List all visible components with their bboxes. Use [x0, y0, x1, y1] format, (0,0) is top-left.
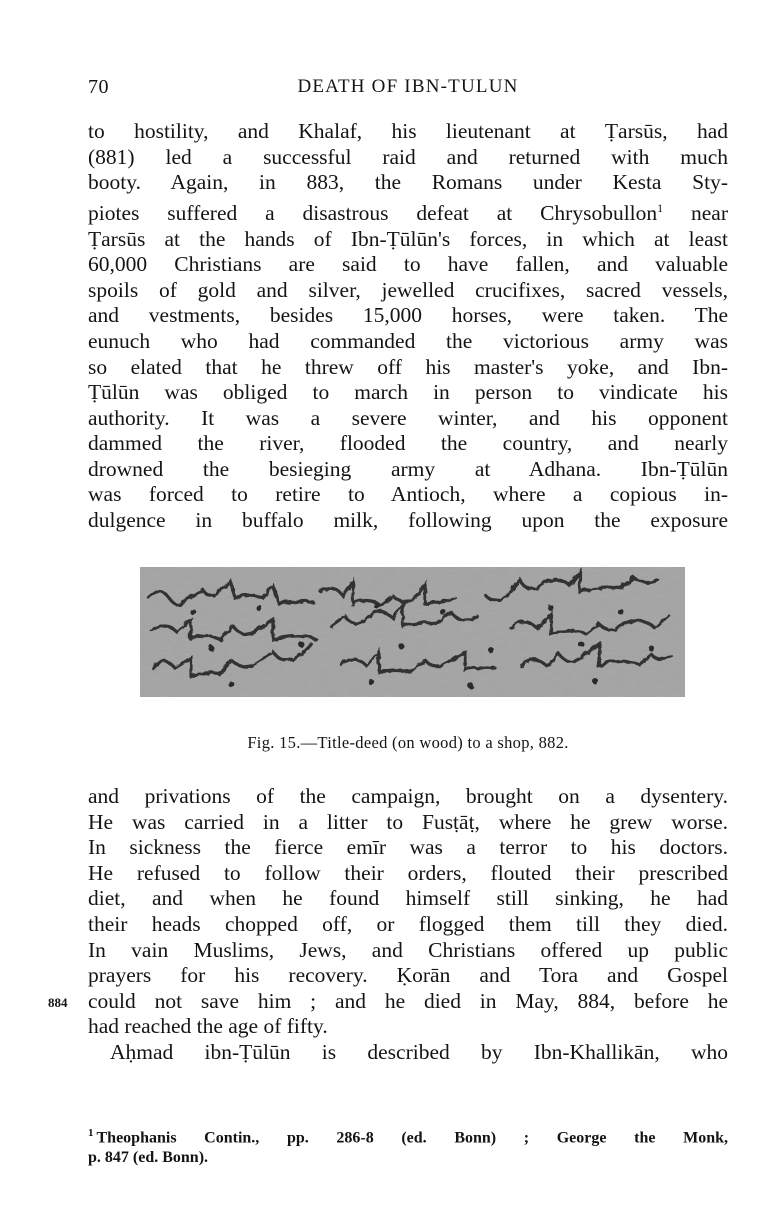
page-number: 70	[88, 76, 109, 98]
footnote-mark: 1	[88, 1127, 94, 1139]
figure-caption: Fig. 15.—Title-deed (on wood) to a shop, 882.	[247, 733, 569, 752]
text-line: He was carried in a litter to Fusṭāṭ, where he grew worse.	[88, 809, 728, 834]
footnote-reference: 1	[657, 200, 664, 215]
text-fragment: near	[691, 200, 728, 225]
text-line: dulgence in buffalo milk, following upon the exposure	[88, 508, 728, 533]
paragraph-3	[88, 1040, 728, 1066]
page-header	[88, 76, 728, 106]
title-deed-figure	[140, 567, 685, 697]
text-line: Ṭarsūs at the hands of Ibn-Ṭūlūn's forces, in which at least	[88, 226, 728, 251]
text-line: to hostility, and Khalaf, his lieutenant at Ṭarsūs, had	[88, 119, 728, 143]
text-line: prayers for his recovery. Ḳorān and Tora and Gospel	[88, 963, 728, 988]
footnote	[88, 1123, 728, 1168]
footnote-text: Theophanis Contin., pp. 286-8 (ed. Bonn) ; George the Monk,	[96, 1129, 728, 1147]
text-line: eunuch who had commanded the victorious army was	[88, 328, 728, 353]
paragraph-1	[88, 119, 728, 534]
text-line: 60,000 Christians are said to have fallen, and valuable	[88, 252, 728, 277]
text-line: their heads chopped off, or flogged them till they died.	[88, 911, 728, 936]
text-line-with-footnote	[88, 196, 728, 227]
text-line: diet, and when he found himself still sinking, he had	[88, 886, 728, 911]
text-line: and vestments, besides 15,000 horses, were taken. The	[88, 303, 728, 328]
footnote-line	[88, 1123, 728, 1148]
text-line: could not save him ; and he died in May, 884, before he	[88, 988, 728, 1013]
paragraph-2	[88, 784, 728, 1040]
text-line: Aḥmad ibn-Ṭūlūn is described by Ibn-Khallikān, who	[110, 1040, 728, 1064]
text-line: dammed the river, flooded the country, and nearly	[88, 431, 728, 456]
text-line: spoils of gold and silver, jewelled crucifixes, sacred vessels,	[88, 277, 728, 302]
footnote-line: p. 847 (ed. Bonn).	[88, 1149, 209, 1167]
text-fragment: piotes suffered a disastrous defeat at Chrysobullon	[88, 200, 658, 225]
text-line: authority. It was a severe winter, and his opponent	[88, 405, 728, 430]
text-line: In sickness the fierce emīr was a terror to his doctors.	[88, 835, 728, 860]
text-line: booty. Again, in 883, the Romans under Kesta Sty-	[88, 170, 728, 195]
text-line: had reached the age of fifty.	[88, 1014, 328, 1039]
text-line: Ṭūlūn was obliged to march in person to vindicate his	[88, 380, 728, 405]
text-line: was forced to retire to Antioch, where a copious in-	[88, 482, 728, 507]
text-line: and privations of the campaign, brought on a dysentery.	[88, 784, 728, 808]
wood-carving-image	[140, 567, 685, 697]
text-line: (881) led a successful raid and returned with much	[88, 144, 728, 169]
running-head: DEATH OF IBN-TULUN	[297, 76, 519, 97]
text-line: drowned the besieging army at Adhana. Ibn-Ṭūlūn	[88, 456, 728, 481]
text-line: so elated that he threw off his master's yoke, and Ibn-	[88, 354, 728, 379]
text-line: In vain Muslims, Jews, and Christians offered up public	[88, 937, 728, 962]
text-line: He refused to follow their orders, flouted their prescribed	[88, 860, 728, 885]
margin-date-note: 884	[48, 995, 68, 1010]
